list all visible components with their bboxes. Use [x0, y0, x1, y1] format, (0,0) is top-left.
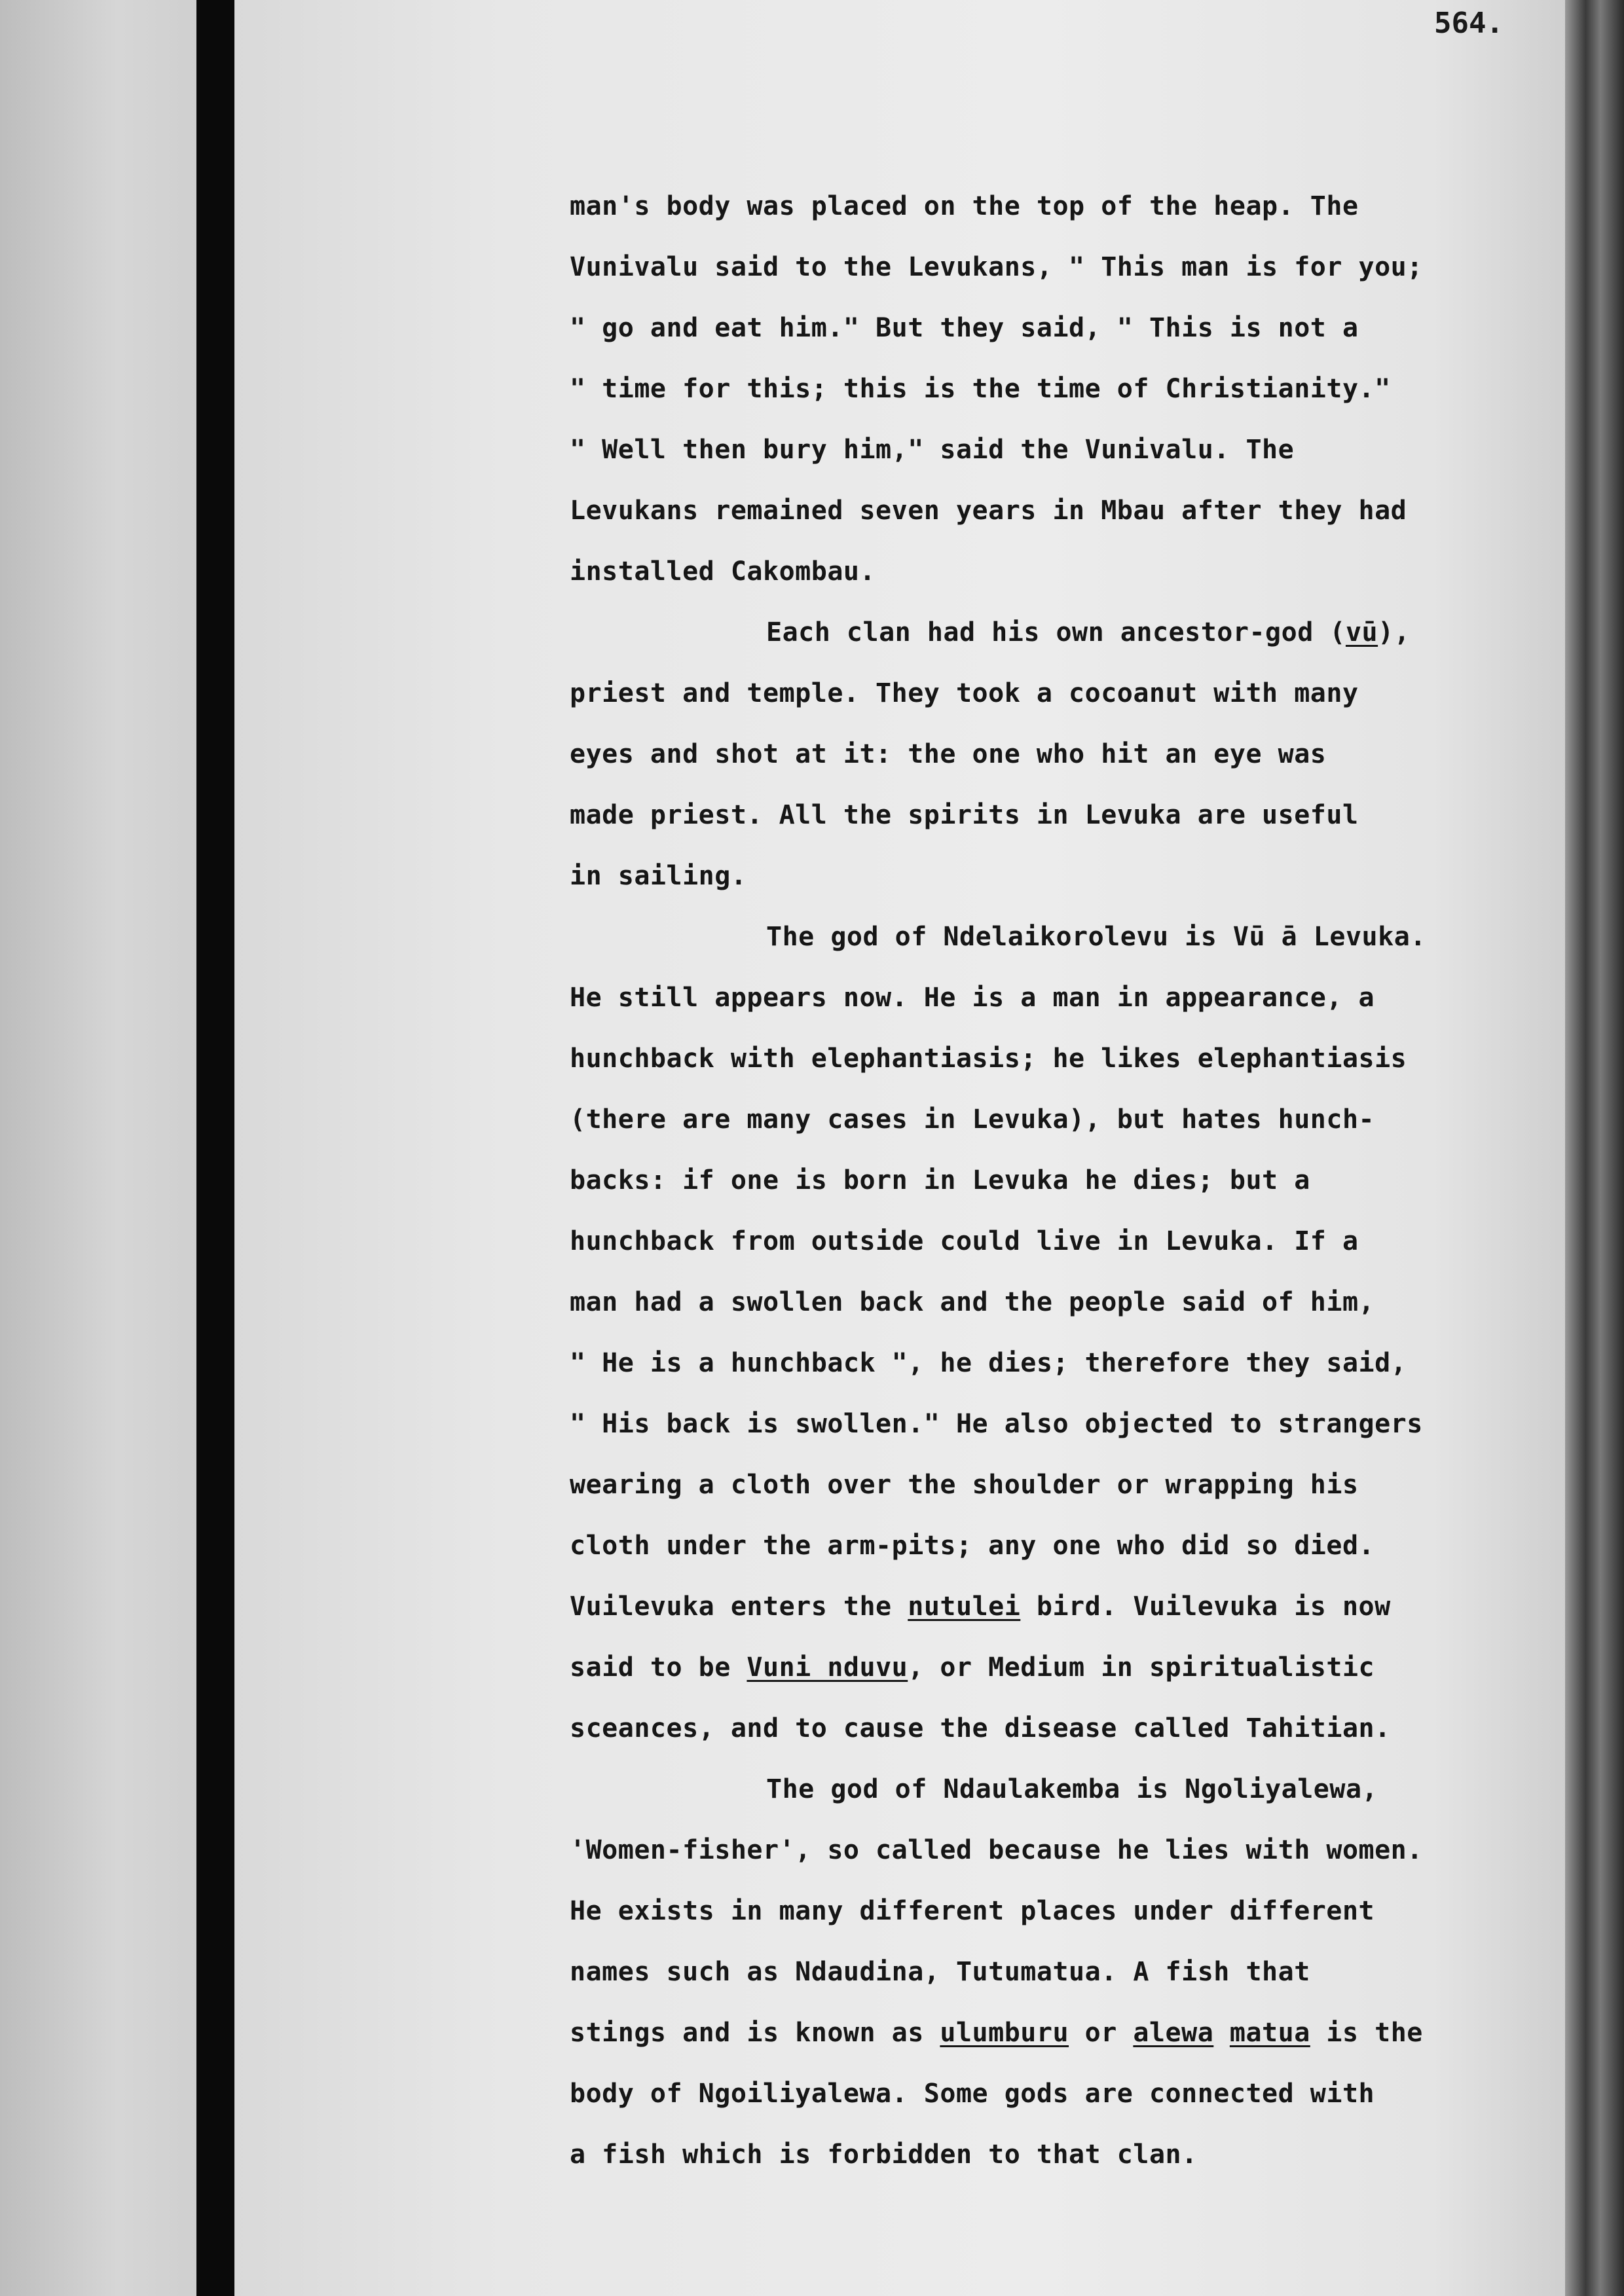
text-line	[570, 920, 1552, 981]
underlined-term: matua	[1229, 2018, 1310, 2048]
text-line	[570, 1042, 1552, 1103]
text-line	[570, 616, 1552, 677]
text-line	[570, 1225, 1552, 1286]
text-line	[570, 494, 1552, 555]
text-line	[570, 433, 1552, 494]
text-segment: " He is a hunchback ", he dies; therefore they said,	[570, 1348, 1407, 1378]
text-segment: a fish which is forbidden to that clan.	[570, 2140, 1198, 2170]
text-segment: installed Cakombau.	[570, 556, 876, 587]
text-line	[570, 1468, 1552, 1529]
text-line	[570, 1408, 1552, 1468]
text-segment: man's body was placed on the top of the heap. The	[570, 191, 1359, 221]
text-line	[570, 860, 1552, 920]
text-segment: , or Medium in spiritualistic	[908, 1652, 1375, 1683]
text-segment: " Well then bury him," said the Vunivalu. The	[570, 435, 1295, 465]
text-line	[570, 2016, 1552, 2077]
text-segment: said to be	[570, 1652, 747, 1683]
text-segment: cloth under the arm-pits; any one who did so died.	[570, 1531, 1375, 1561]
text-line	[570, 677, 1552, 738]
text-segment: or	[1069, 2018, 1134, 2048]
text-line	[570, 1956, 1552, 2016]
left-margin	[0, 0, 196, 2296]
text-segment: " His back is swollen." He also objected to strangers	[570, 1409, 1423, 1439]
text-segment: hunchback from outside could live in Levuka. If a	[570, 1226, 1359, 1256]
text-segment: Levukans remained seven years in Mbau after they had	[570, 496, 1407, 526]
text-line	[570, 555, 1552, 616]
text-segment: stings and is known as	[570, 2018, 940, 2048]
underlined-term: Vuni nduvu	[747, 1652, 908, 1683]
text-segment: " time for this; this is the time of Christianity."	[570, 374, 1391, 404]
text-line	[570, 190, 1552, 251]
text-segment: 'Women-fisher', so called because he lies with women.	[570, 1835, 1423, 1865]
text-segment: body of Ngoiliyalewa. Some gods are connected with	[570, 2079, 1375, 2109]
text-line	[570, 738, 1552, 799]
text-line	[570, 1590, 1552, 1651]
text-segment: ),	[1378, 617, 1411, 647]
text-line	[570, 2077, 1552, 2138]
text-segment: Each clan had his own ancestor-god (	[766, 617, 1346, 647]
text-segment: bird. Vuilevuka is now	[1020, 1592, 1391, 1622]
text-segment	[1213, 2018, 1230, 2048]
underlined-term: alewa	[1133, 2018, 1214, 2048]
text-segment: eyes and shot at it: the one who hit an eye was	[570, 739, 1327, 769]
text-line	[570, 1286, 1552, 1347]
text-line	[570, 1529, 1552, 1590]
text-segment: wearing a cloth over the shoulder or wrapping his	[570, 1470, 1359, 1500]
text-line	[570, 1103, 1552, 1164]
text-line	[570, 373, 1552, 433]
text-segment: in sailing.	[570, 861, 747, 891]
text-line	[570, 251, 1552, 312]
text-line	[570, 1773, 1552, 1834]
text-line	[570, 2138, 1552, 2199]
text-segment: Vuilevuka enters the	[570, 1592, 908, 1622]
underlined-term: ulumburu	[940, 2018, 1069, 2048]
text-line	[570, 799, 1552, 860]
text-segment: (there are many cases in Levuka), but hates hunch-	[570, 1104, 1375, 1135]
text-segment: Vunivalu said to the Levukans, " This man is for you;	[570, 252, 1423, 282]
binding-shadow	[196, 0, 234, 2296]
text-segment: sceances, and to cause the disease called Tahitian.	[570, 1713, 1391, 1743]
text-line	[570, 312, 1552, 373]
text-segment: hunchback with elephantiasis; he likes elephantiasis	[570, 1044, 1407, 1074]
text-line	[570, 1712, 1552, 1773]
text-segment: names such as Ndaudina, Tutumatua. A fish that	[570, 1957, 1310, 1987]
underlined-term: nutulei	[908, 1592, 1021, 1622]
text-line	[570, 1895, 1552, 1956]
text-segment: man had a swollen back and the people said of him,	[570, 1287, 1375, 1317]
underlined-term: vū	[1345, 617, 1378, 647]
text-line	[570, 1347, 1552, 1408]
typed-text-block	[570, 190, 1552, 2199]
text-line	[570, 981, 1552, 1042]
text-segment: He still appears now. He is a man in appearance, a	[570, 983, 1375, 1013]
page-stack-edge	[1565, 0, 1624, 2296]
text-segment: He exists in many different places under different	[570, 1896, 1375, 1926]
page-number: 564.	[1434, 7, 1504, 40]
text-line	[570, 1651, 1552, 1712]
text-segment: backs: if one is born in Levuka he dies; but a	[570, 1165, 1310, 1195]
text-segment: The god of Ndaulakemba is Ngoliyalewa,	[766, 1774, 1378, 1804]
text-segment: is the	[1310, 2018, 1423, 2048]
text-segment: priest and temple. They took a cocoanut with many	[570, 678, 1359, 708]
text-line	[570, 1834, 1552, 1895]
text-segment: " go and eat him." But they said, " This is not a	[570, 313, 1359, 343]
text-line	[570, 1164, 1552, 1225]
text-segment: The god of Ndelaikorolevu is Vū ā Levuka.	[766, 922, 1426, 952]
text-segment: made priest. All the spirits in Levuka are useful	[570, 800, 1359, 830]
